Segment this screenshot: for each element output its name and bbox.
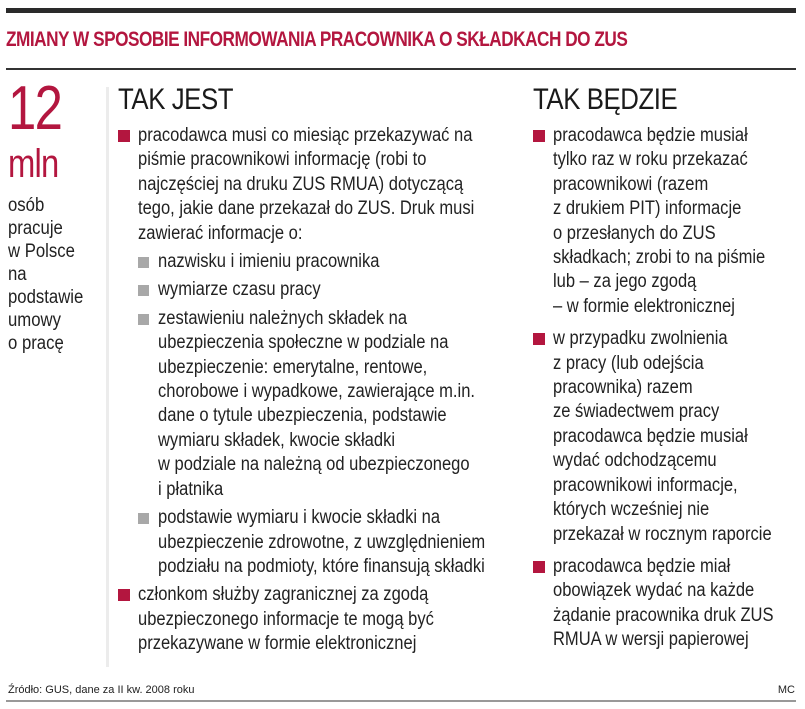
top-rule xyxy=(6,8,796,13)
sub-list-item-text: zestawieniu należnych składek na ubezpieczenia społeczne w podziale na ubezpieczenie: emerytalne, rentowe, chorobowe i wypadkowe, zawierające m.in. dane o tytule ubezpieczenia, podstawie wymiaru składek, kwocie składki w podziale na należną od ubezpieczonego i płatnika xyxy=(158,307,475,500)
list-item-text: członkom służby zagranicznej za zgodą ubezpieczonego informacje te mogą być przekazywane w formie elektronicznej xyxy=(138,584,434,655)
author-initials: MC xyxy=(777,684,795,696)
list-item xyxy=(533,555,803,653)
stat-unit: mln xyxy=(8,142,59,186)
sub-list-item xyxy=(118,278,518,302)
red-square-bullet-icon xyxy=(533,333,545,345)
current-rules-column xyxy=(118,82,518,661)
red-square-bullet-icon xyxy=(118,589,130,601)
gray-square-bullet-icon xyxy=(138,257,149,268)
title-rule xyxy=(6,68,796,70)
column-divider xyxy=(106,87,109,667)
stat-number: 12 xyxy=(8,74,62,143)
red-square-bullet-icon xyxy=(533,130,545,142)
list-item-text: pracodawca musi co miesiąc przekazywać na piśmie pracownikowi informację (robi to najczęściej na druku ZUS RMUA) dotyczącą tego, jakie dane przekazał do ZUS. Druk musi zawierać informacje o: xyxy=(138,125,475,244)
future-rules-column xyxy=(533,82,803,657)
list-item-text: pracodawca będzie musiał tylko raz w roku przekazać pracownikowi (razem z drukiem PIT) informacje o przesłanych do ZUS składkach; zrobi to na piśmie lub – za jego zgodą – w formie elektronicznej xyxy=(553,125,766,317)
sub-list-item-text: podstawie wymiaru i kwocie składki na ubezpieczenie zdrowotne, z uwzględnieniem podziału na podmioty, które finansują składki xyxy=(158,507,486,577)
page-title: ZMIANY W SPOSOBIE INFORMOWANIA PRACOWNIKA O SKŁADKACH DO ZUS xyxy=(6,28,628,51)
list-item-text: pracodawca będzie miał obowiązek wydać na każde żądanie pracownika druk ZUS RMUA w wersji papierowej xyxy=(553,555,774,651)
stat-description: osób pracuje w Polsce na podstawie umowy o pracę xyxy=(8,195,84,354)
gray-square-bullet-icon xyxy=(138,285,149,296)
future-rules-heading: TAK BĘDZIE xyxy=(533,83,678,116)
list-item xyxy=(118,124,518,246)
list-item xyxy=(118,583,518,656)
list-item xyxy=(533,327,803,547)
bottom-rule xyxy=(6,700,796,702)
sub-list-item xyxy=(118,250,518,274)
source-note: Źródło: GUS, dane za II kw. 2008 roku xyxy=(8,684,195,696)
stat-box xyxy=(8,74,100,355)
sub-list-item-text: wymiarze czasu pracy xyxy=(158,279,321,301)
current-rules-heading: TAK JEST xyxy=(118,83,234,116)
list-item xyxy=(533,124,803,319)
sub-list-item xyxy=(118,307,518,502)
sub-list-item xyxy=(118,506,518,579)
red-square-bullet-icon xyxy=(533,561,545,573)
sub-list-item-text: nazwisku i imieniu pracownika xyxy=(158,251,380,273)
gray-square-bullet-icon xyxy=(138,314,149,325)
red-square-bullet-icon xyxy=(118,130,130,142)
gray-square-bullet-icon xyxy=(138,513,149,524)
list-item-text: w przypadku zwolnienia z pracy (lub odejścia pracownika) razem ze świadectwem pracy pracodawca będzie musiał wydać odchodzącemu pracownikowi informacje, których wcześniej nie przekazał w rocznym raporcie xyxy=(553,328,772,545)
